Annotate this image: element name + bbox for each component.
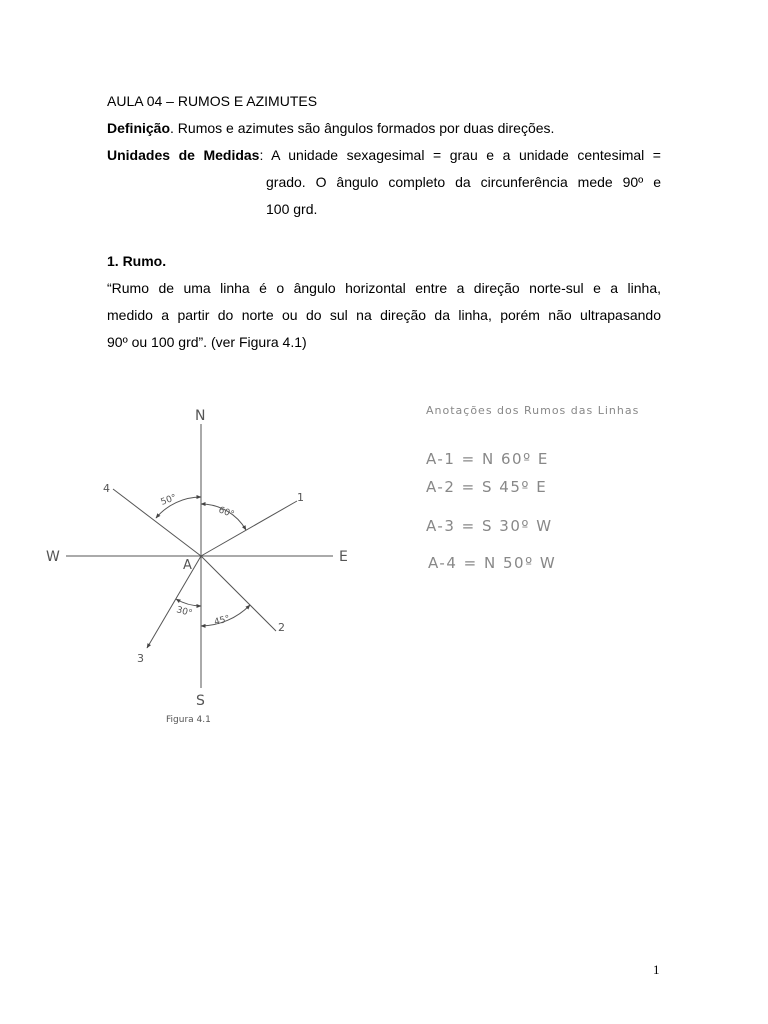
lesson-title: AULA 04 – RUMOS E AZIMUTES xyxy=(107,93,318,109)
annotation-a3: A-3 = S 30º W xyxy=(426,517,553,535)
paragraph-line-3: 90º ou 100 grd”. (ver Figura 4.1) xyxy=(107,334,307,350)
north-label: N xyxy=(195,408,206,424)
figure-caption: Figura 4.1 xyxy=(166,715,211,725)
section-heading: 1. Rumo. xyxy=(107,253,167,269)
annotation-a4: A-4 = N 50º W xyxy=(428,554,557,572)
annotation-a1: A-1 = N 60º E xyxy=(426,450,549,468)
page-number: 1 xyxy=(653,962,660,977)
line-4-label: 4 xyxy=(103,482,110,495)
angle-45-label: 45° xyxy=(213,614,232,628)
definition-label: Definição xyxy=(107,120,171,136)
line-1 xyxy=(201,501,297,556)
paragraph-line-2: medido a partir do norte ou do sul na direção da linha, porém não ultrapasando xyxy=(107,307,661,323)
annotations-title: Anotações dos Rumos das Linhas xyxy=(426,404,640,417)
line-1-label: 1 xyxy=(297,491,304,504)
units-text-1: : A unidade sexagesimal = grau e a unidade centesimal = xyxy=(259,147,661,163)
paragraph-line-1: “Rumo de uma linha é o ângulo horizontal entre a direção norte-sul e a linha, xyxy=(107,280,661,296)
angle-50-label: 50° xyxy=(159,492,179,508)
angle-60-label: 60° xyxy=(216,505,236,521)
units-line-3: 100 grd. xyxy=(266,201,318,217)
line-3-label: 3 xyxy=(137,652,144,665)
angle-30-label: 30° xyxy=(175,605,194,620)
east-label: E xyxy=(339,549,348,565)
definition-text: . Rumos e azimutes são ângulos formados por duas direções. xyxy=(170,120,555,136)
line-2-label: 2 xyxy=(278,621,285,634)
line-4 xyxy=(113,489,201,556)
units-line-2: grado. O ângulo completo da circunferência mede 90º e xyxy=(266,174,661,190)
line-2 xyxy=(201,556,276,631)
annotation-a2: A-2 = S 45º E xyxy=(426,478,548,496)
line-3 xyxy=(147,556,201,648)
units-label: Unidades de Medidas xyxy=(107,147,260,163)
south-label: S xyxy=(196,693,205,709)
center-label: A xyxy=(183,558,192,573)
west-label: W xyxy=(46,549,60,565)
